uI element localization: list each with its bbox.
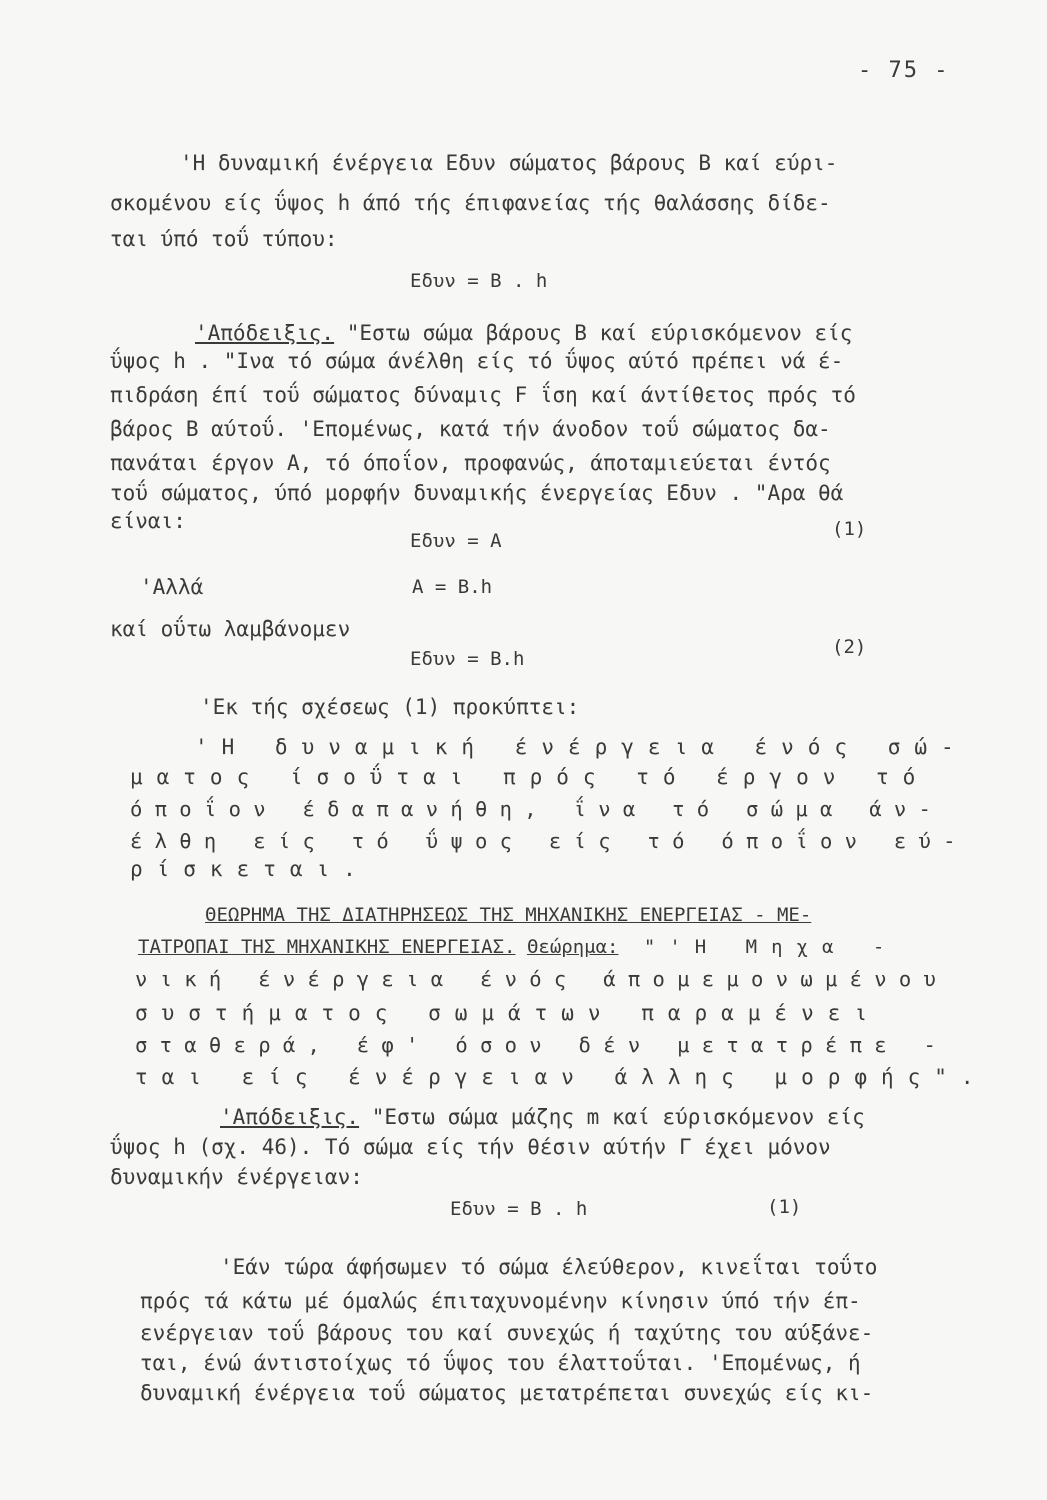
statement-line: ρίσκεται.: [130, 857, 370, 881]
text-line: είναι:: [110, 509, 186, 533]
theorem-heading: ΘΕΩΡΗΜΑ ΤΗΣ ΔΙΑΤΗΡΗΣΕΩΣ ΤΗΣ ΜΗΧΑΝΙΚΗΣ ΕΝΕΡΓΕΙΑΣ - ΜΕ-: [205, 904, 812, 926]
statement-line: έλθη είς τό ΰψος είς τό όποΐον εύ-: [130, 829, 968, 853]
statement-line: ματος ίσοΰται πρός τό έργον τό: [130, 765, 930, 789]
text-line: πιδράση έπί τοΰ σώματος δύναμις F ΐση καί άντίθετος πρός τό: [110, 383, 856, 407]
text-line: [220, 1104, 865, 1130]
statement-line: συστήματος σωμάτων παραμένει: [135, 1001, 882, 1025]
statement-line: νική ένέργεια ένός άπομεμονωμένου: [135, 967, 949, 991]
formula: Εδυν = Β.h: [410, 648, 525, 670]
text-segment: "'Η Μηχα -: [618, 936, 899, 958]
text-line: πανάται έργον Α, τό όποΐον, προφανώς, άποταμιεύεται έντός: [110, 451, 831, 475]
equation-number: (2): [832, 636, 867, 658]
statement-line: ται είς ένέργειαν άλλης μορφής".: [135, 1065, 988, 1089]
text-line: [195, 320, 852, 346]
text-segment: "Εστω σώμα βάρους Β καί εύρισκόμενον είς: [334, 321, 853, 345]
text-line: ΰψος h (σχ. 46). Τό σώμα είς τήν θέσιν αύτήν Γ έχει μόνον: [110, 1135, 831, 1159]
text-line: ενέργειαν τοΰ βάρους του καί συνεχώς ή ταχύτης του αύξάνε-: [140, 1321, 874, 1345]
text-line: 'Εκ τής σχέσεως (1) προκύπτει:: [200, 695, 580, 719]
text-line: καί οΰτω λαμβάνομεν: [110, 617, 351, 641]
statement-line: σταθερά, έφ' όσον δέν μετατρέπε -: [135, 1033, 949, 1057]
text-line: δυναμική ένέργεια τοΰ σώματος μετατρέπεται συνεχώς είς κι-: [140, 1381, 874, 1405]
text-segment: "Εστω σώμα μάζης m καί εύρισκόμενον είς: [359, 1105, 865, 1129]
proof-heading: 'Απόδειξις.: [195, 321, 335, 345]
text-line: σκομένου είς ΰψος h άπό τής έπιφανείας τής θαλάσσης δίδε-: [110, 191, 831, 215]
theorem-heading: ΤΑΤΡΟΠΑΙ ΤΗΣ ΜΗΧΑΝΙΚΗΣ ΕΝΕΡΓΕΙΑΣ.: [138, 936, 516, 958]
text-line: τοΰ σώματος, ύπό μορφήν δυναμικής ένεργείας Εδυν . "Αρα θά: [110, 481, 844, 505]
text-line: ται, ένώ άντιστοίχως τό ΰψος του έλαττοΰται. 'Επομένως, ή: [140, 1351, 861, 1375]
text-line: [138, 934, 898, 960]
text-line: 'Εάν τώρα άφήσωμεν τό σώμα έλεύθερον, κινεΐται τοΰτο: [220, 1255, 878, 1279]
page-number: - 75 -: [858, 58, 950, 83]
theorem-label: Θεώρημα:: [526, 936, 619, 958]
formula: Εδυν = Β . h: [410, 270, 548, 292]
formula: Εδυν = Α: [410, 530, 502, 552]
text-line: 'Αλλά: [140, 575, 204, 599]
formula: Εδυν = Β . h: [450, 1198, 588, 1220]
equation-number: (1): [767, 1196, 802, 1218]
text-line: 'Η δυναμική ένέργεια Εδυν σώματος βάρους Β καί εύρι-: [180, 151, 838, 175]
text-line: ΰψος h . "Ινα τό σώμα άνέλθη είς τό ΰψος αύτό πρέπει νά έ-: [110, 349, 844, 373]
text-line: βάρος Β αύτοΰ. 'Επομένως, κατά τήν άνοδον τοΰ σώματος δα-: [110, 417, 831, 441]
statement-line: 'Η δυναμική ένέργεια ένός σώ-: [195, 735, 968, 759]
formula: Α = Β.h: [412, 576, 493, 598]
text-line: ται ύπό τοΰ τύπου:: [110, 227, 338, 251]
statement-line: όποΐον έδαπανήθη, ΐνα τό σώμα άν-: [130, 797, 944, 821]
equation-number: (1): [832, 518, 867, 540]
text-line: δυναμικήν ένέργειαν:: [110, 1165, 363, 1189]
text-line: πρός τά κάτω μέ όμαλώς έπιταχυνομένην κίνησιν ύπό τήν έπ-: [140, 1289, 861, 1313]
proof-heading: 'Απόδειξις.: [220, 1105, 360, 1129]
